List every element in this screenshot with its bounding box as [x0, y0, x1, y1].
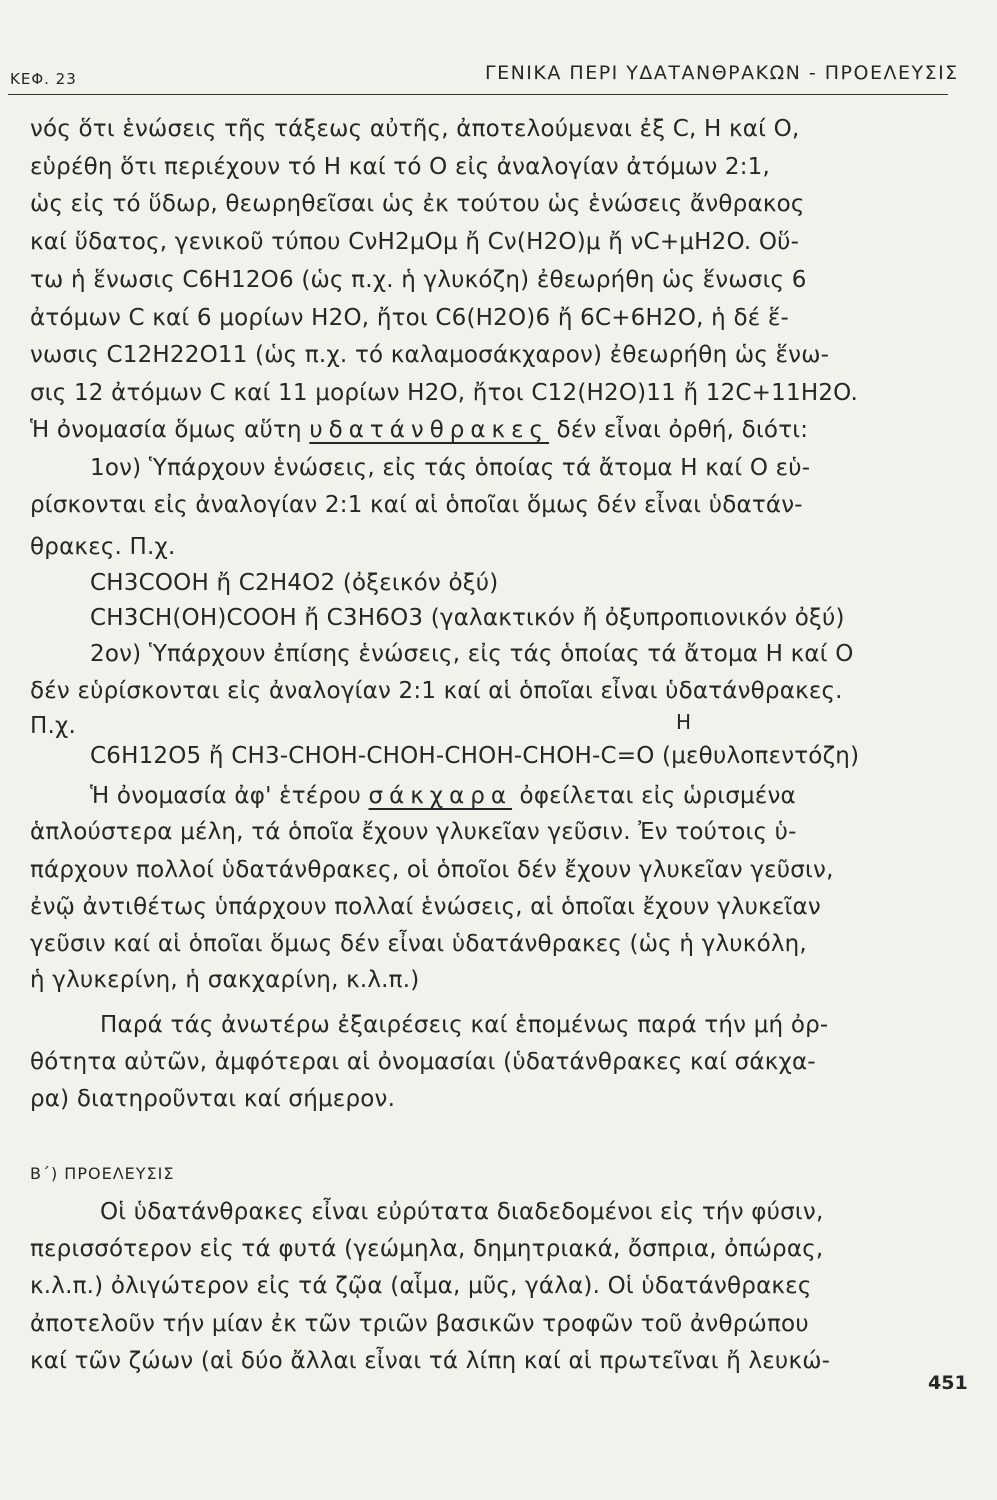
text-line: ρίσκονται εἰς ἀναλογίαν 2:1 καί αἱ ὁποῖαι ὅμως δέν εἶναι ὑδατάν-: [30, 492, 803, 518]
text-line: [30, 416, 808, 444]
text-line: Παρά τάς ἀνωτέρω ἐξαιρέσεις καί ἑπομένως παρά τήν μή ὀρ-: [100, 1012, 829, 1038]
text-line: γεῦσιν καί αἱ ὁποῖαι ὅμως δέν εἶναι ὑδατάνθρακες (ὡς ἡ γλυκόλη,: [30, 931, 807, 957]
text-line: ἡ γλυκερίνη, ἡ σακχαρίνη, κ.λ.π.): [30, 967, 420, 993]
text-line: καί τῶν ζώων (αἱ δύο ἄλλαι εἶναι τά λίπη καί αἱ πρωτεῖναι ἤ λευκώ-: [30, 1348, 831, 1374]
text-line: 2ον) Ὑπάρχουν ἐπίσης ἑνώσεις, εἰς τάς ὁποίας τά ἄτομα H καί O: [90, 641, 854, 667]
text-line: κ.λ.π.) ὀλιγώτερον εἰς τά ζῷα (αἷμα, μῦς, γάλα). Οἱ ὑδατάνθρακες: [30, 1273, 812, 1299]
section-heading: Β΄) ΠΡΟΕΛΕΥΣΙΣ: [30, 1164, 175, 1183]
underlined-term: σάκχαρα: [368, 783, 513, 809]
text-line: ρα) διατηροῦνται καί σήμερον.: [30, 1086, 396, 1112]
text-line: ἐνῷ ἀντιθέτως ὑπάρχουν πολλαί ἑνώσεις, αἱ ὁποῖαι ἔχουν γλυκεῖαν: [30, 894, 821, 920]
formula-line: CH3COOH ἤ C2H4O2 (ὀξεικόν ὀξύ): [90, 570, 499, 596]
text-line: Π.χ.: [30, 713, 77, 739]
text-line: σις 12 ἀτόμων C καί 11 μορίων H2O, ἤτοι C12(H2O)11 ἤ 12C+11H2O.: [30, 380, 859, 406]
text-line: θρακες. Π.χ.: [30, 534, 176, 560]
formula-superscript: H: [676, 710, 692, 734]
text-line: τω ἡ ἕνωσις C6H12O6 (ὡς π.χ. ἡ γλυκόζη) ἐθεωρήθη ὡς ἕνωσις 6: [30, 267, 807, 293]
text-line: καί ὕδατος, γενικοῦ τύπου CνH2μOμ ἤ Cν(H2O)μ ἤ νC+μH2O. Οὕ-: [30, 229, 800, 255]
text-line: ἀτόμων C καί 6 μορίων H2O, ἤτοι C6(H2O)6 ἤ 6C+6H2O, ἡ δέ ἕ-: [30, 305, 789, 331]
text-line: 1ον) Ὑπάρχουν ἑνώσεις, εἰς τάς ὁποίας τά ἄτομα H καί O εὑ-: [90, 455, 811, 481]
text-line: περισσότερον εἰς τά φυτά (γεώμηλα, δημητριακά, ὄσπρια, ὀπώρας,: [30, 1236, 824, 1262]
text-span: ὀφείλεται εἰς ὡρισμένα: [512, 783, 796, 809]
text-line: ἀποτελοῦν τήν μίαν ἐκ τῶν τριῶν βασικῶν τροφῶν τοῦ ἀνθρώπου: [30, 1311, 809, 1337]
text-line: νός ὅτι ἑνώσεις τῆς τάξεως αὐτῆς, ἀποτελούμεναι ἐξ C, H καί O,: [30, 116, 800, 142]
page-number: 451: [928, 1372, 968, 1394]
text-line: πάρχουν πολλοί ὑδατάνθρακες, οἱ ὁποῖοι δέν ἔχουν γλυκεῖαν γεῦσιν,: [30, 857, 834, 883]
text-line: εὑρέθη ὅτι περιέχουν τό H καί τό O εἰς ἀναλογίαν ἀτόμων 2:1,: [30, 154, 771, 180]
formula-line: C6H12O5 ἤ CH3-CHOH-CHOH-CHOH-CHOH-C=O (μεθυλοπεντόζη): [90, 743, 860, 769]
text-span: Ἡ ὀνομασία ὅμως αὕτη: [30, 417, 310, 443]
header-rule: [8, 94, 948, 95]
text-line: Οἱ ὑδατάνθρακες εἶναι εὐρύτατα διαδεδομένοι εἰς τήν φύσιν,: [100, 1199, 824, 1225]
chapter-label: ΚΕΦ. 23: [10, 70, 77, 88]
text-line: ἁπλούστερα μέλη, τά ὁποῖα ἔχουν γλυκεῖαν γεῦσιν. Ἐν τούτοις ὑ-: [30, 819, 797, 845]
text-span: δέν εἶναι ὀρθή, διότι:: [549, 417, 809, 443]
text-span: Ἡ ὀνομασία ἀφ' ἑτέρου: [90, 783, 369, 809]
text-line: νωσις C12H22O11 (ὡς π.χ. τό καλαμοσάκχαρον) ἐθεωρήθη ὡς ἕνω-: [30, 342, 830, 368]
formula-line: CH3CH(OH)COOH ἤ C3H6O3 (γαλακτικόν ἤ ὀξυπροπιονικόν ὀξύ): [90, 605, 845, 631]
running-title: ΓΕΝΙΚΑ ΠΕΡΙ ΥΔΑΤΑΝΘΡΑΚΩΝ - ΠΡΟΕΛΕΥΣΙΣ: [485, 62, 959, 84]
underlined-term: υδατάνθρακες: [309, 417, 550, 443]
text-line: [90, 782, 796, 810]
text-line: θότητα αὐτῶν, ἀμφότεραι αἱ ὀνομασίαι (ὑδατάνθρακες καί σάκχα-: [30, 1049, 816, 1075]
text-line: ὡς εἰς τό ὕδωρ, θεωρηθεῖσαι ὡς ἐκ τούτου ὡς ἑνώσεις ἄνθρακος: [30, 191, 805, 217]
text-line: δέν εὑρίσκονται εἰς ἀναλογίαν 2:1 καί αἱ ὁποῖαι εἶναι ὑδατάνθρακες.: [30, 678, 843, 704]
